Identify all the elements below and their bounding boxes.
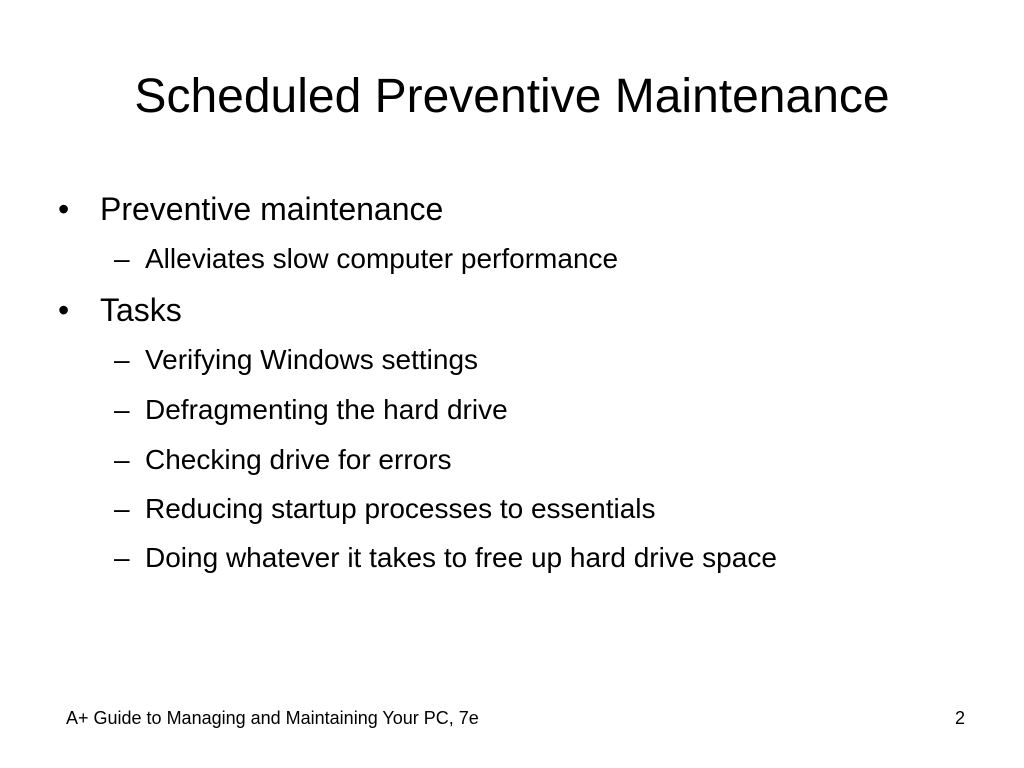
bullet-marker: • xyxy=(58,191,70,227)
sub-bullet-text: Doing whatever it takes to free up hard drive space xyxy=(145,542,777,573)
sub-bullet-text: Verifying Windows settings xyxy=(145,344,479,375)
dash-marker: – xyxy=(114,542,130,573)
sub-bullet-text: Reducing startup processes to essentials xyxy=(145,493,656,524)
bullet-text: Tasks xyxy=(100,292,182,328)
dash-marker: – xyxy=(114,444,130,475)
slide-title: Scheduled Preventive Maintenance xyxy=(134,70,890,123)
dash-marker: – xyxy=(114,243,130,274)
page-number: 2 xyxy=(954,708,965,728)
sub-bullet-text: Defragmenting the hard drive xyxy=(145,394,508,425)
sub-bullet-text: Checking drive for errors xyxy=(145,444,452,475)
dash-marker: – xyxy=(114,394,130,425)
bullet-text: Preventive maintenance xyxy=(100,191,444,227)
bullet-marker: • xyxy=(58,292,70,328)
dash-marker: – xyxy=(114,344,130,375)
sub-bullet-text: Alleviates slow computer performance xyxy=(145,243,619,274)
dash-marker: – xyxy=(114,493,130,524)
footer-book-title: A+ Guide to Managing and Maintaining Your PC, 7e xyxy=(66,708,479,728)
